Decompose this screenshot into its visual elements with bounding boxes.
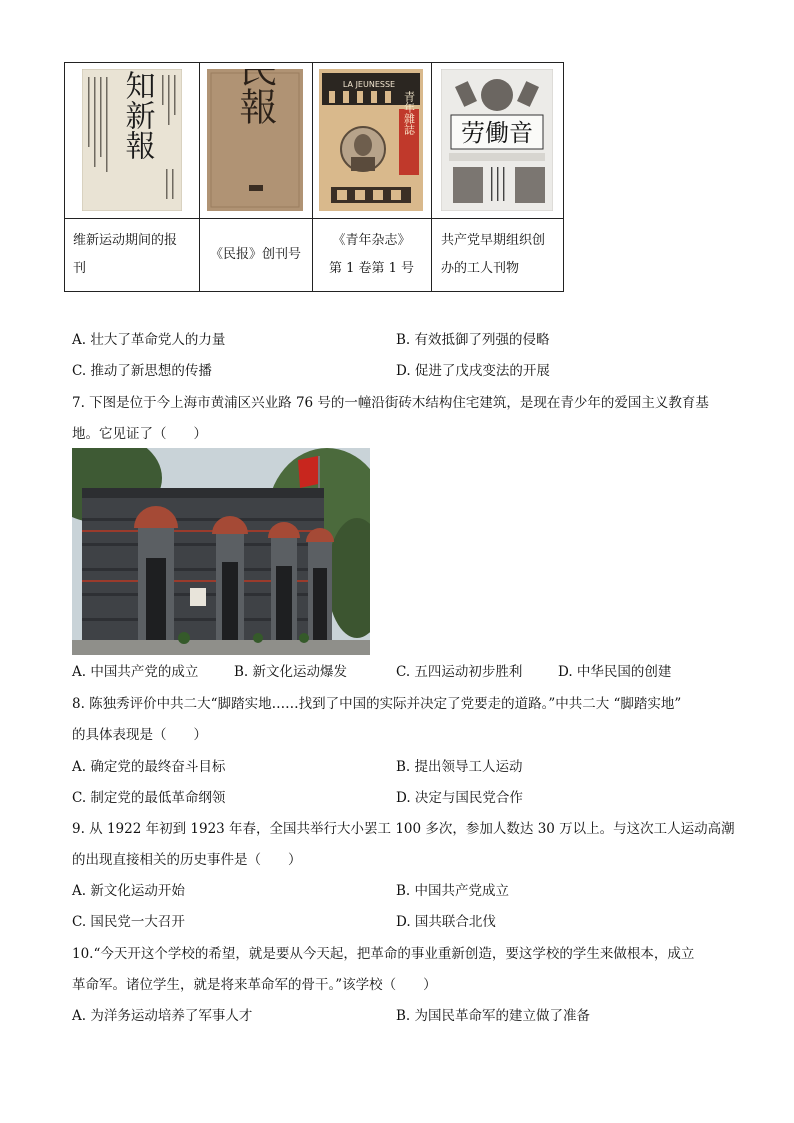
la-jeunesse-cover-image xyxy=(319,69,423,211)
q6-option-a: A. 壮大了革命党人的力量 xyxy=(72,332,226,348)
caption-laodongyin: 共产党早期组织创 办的工人刊物 xyxy=(441,233,546,276)
q10-option-a: A. 为洋务运动培养了军事人才 xyxy=(72,1008,253,1024)
q6-option-c: C. 推动了新思想的传播 xyxy=(72,363,212,379)
publications-table xyxy=(64,62,564,292)
q7-option-d: D. 中华民国的创建 xyxy=(558,664,672,680)
caption-la-jeunesse: 《青年杂志》 第 1 卷第 1 号 xyxy=(328,233,415,276)
q9-option-d: D. 国共联合北伐 xyxy=(396,914,496,930)
q10-stem-line-1: 10.“今天开这个学校的希望，就是要从今天起，把革命的事业重新创造，要这学校的学生来做根本，成立 xyxy=(72,946,695,962)
q8-option-c: C. 制定党的最低革命纲领 xyxy=(72,790,226,806)
caption-minbao: 《民报》创刊号 xyxy=(209,247,301,262)
laodongyin-title: 劳働音 xyxy=(461,119,533,147)
q8-option-a: A. 确定党的最终奋斗目标 xyxy=(72,759,226,775)
zhixinbao-title: 知新報 xyxy=(119,70,155,160)
q9-option-c: C. 国民党一大召开 xyxy=(72,914,185,930)
q8-stem-line-1: 8. 陈独秀评价中共二大“脚踏实地……找到了中国的实际并决定了党要走的道路。”中共二大 “脚踏实地” xyxy=(72,696,682,712)
q6-option-d: D. 促进了戊戌变法的开展 xyxy=(396,363,550,379)
q7-option-c: C. 五四运动初步胜利 xyxy=(396,664,523,680)
caption-zhixinbao: 维新运动期间的报 刊 xyxy=(73,233,178,276)
q8-stem-line-2: 的具体表现是（ ） xyxy=(72,727,207,743)
q9-option-b: B. 中国共产党成立 xyxy=(396,883,510,899)
q7-option-a: A. 中国共产党的成立 xyxy=(72,664,199,680)
q8-option-b: B. 提出领导工人运动 xyxy=(396,759,523,775)
q9-stem-line-1: 9. 从 1922 年初到 1923 年春，全国共举行大小罢工 100 多次，参加人数达 30 万以上。与这次工人运动高潮 xyxy=(72,821,735,837)
q8-option-d: D. 决定与国民党合作 xyxy=(396,790,523,806)
zhixinbao-cover-image xyxy=(82,69,182,211)
q7-stem-line-1: 7. 下图是位于今上海市黄浦区兴业路 76 号的一幢沿街砖木结构住宅建筑，是现在青少年的爱国主义教育基 xyxy=(72,395,709,411)
minbao-title: 民報 xyxy=(233,69,277,125)
q9-stem-line-2: 的出现直接相关的历史事件是（ ） xyxy=(72,852,302,868)
shikumen-building-photo xyxy=(72,448,370,655)
q6-option-b: B. 有效抵御了列强的侵略 xyxy=(396,332,550,348)
la-jeunesse-side-title: 青年雜誌 xyxy=(402,91,416,135)
q10-stem-line-2: 革命军。诸位学生，就是将来革命军的骨干。”该学校（ ） xyxy=(72,977,437,993)
q10-option-b: B. 为国民革命军的建立做了准备 xyxy=(396,1008,591,1024)
q7-stem-line-2: 地。它见证了（ ） xyxy=(72,426,207,442)
laodongyin-cover-image xyxy=(441,69,553,211)
q9-option-a: A. 新文化运动开始 xyxy=(72,883,185,899)
minbao-cover-image xyxy=(207,69,303,211)
la-jeunesse-title: LA JEUNESSE xyxy=(342,80,396,89)
q7-option-b: B. 新文化运动爆发 xyxy=(234,664,348,680)
